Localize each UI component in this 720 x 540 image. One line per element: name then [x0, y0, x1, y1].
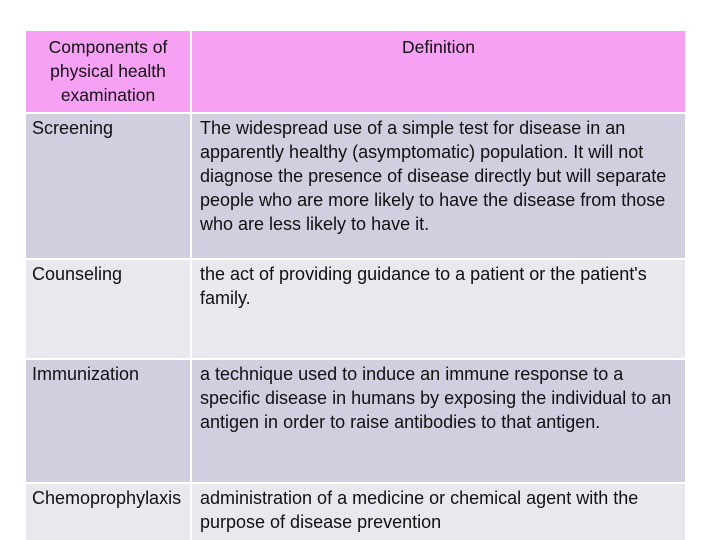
- row-definition-chemoprophylaxis: administration of a medicine or chemical agent with the purpose of disease prevention: [191, 483, 685, 540]
- row-name-screening: Screening: [25, 113, 191, 259]
- row-definition-immunization: a technique used to induce an immune response to a specific disease in humans by exposing the individual to an antigen in order to raise antibodies to that antigen.: [191, 359, 685, 483]
- table-header-row: [25, 30, 685, 113]
- header-components: [25, 30, 191, 113]
- health-exam-table: [24, 29, 685, 540]
- table-row-screening: [25, 113, 685, 259]
- health-exam-table-container: [24, 29, 685, 540]
- table-row-immunization: [25, 359, 685, 483]
- table-row-counseling: [25, 259, 685, 359]
- row-definition-screening: The widespread use of a simple test for disease in an apparently healthy (asymptomatic) population. It will not diagnose the presence of disease directly but will separate people who are more likely to have the disease from those who are less likely to have it.: [191, 113, 685, 259]
- row-definition-counseling: the act of providing guidance to a patient or the patient's family.: [191, 259, 685, 359]
- row-name-chemoprophylaxis: Chemoprophylaxis: [25, 483, 191, 540]
- header-components-label: Components of physical health examination: [48, 37, 168, 105]
- row-name-immunization: Immunization: [25, 359, 191, 483]
- table-row-chemoprophylaxis: [25, 483, 685, 540]
- row-name-counseling: Counseling: [25, 259, 191, 359]
- header-definition: [191, 30, 685, 113]
- header-definition-label: Definition: [402, 37, 475, 57]
